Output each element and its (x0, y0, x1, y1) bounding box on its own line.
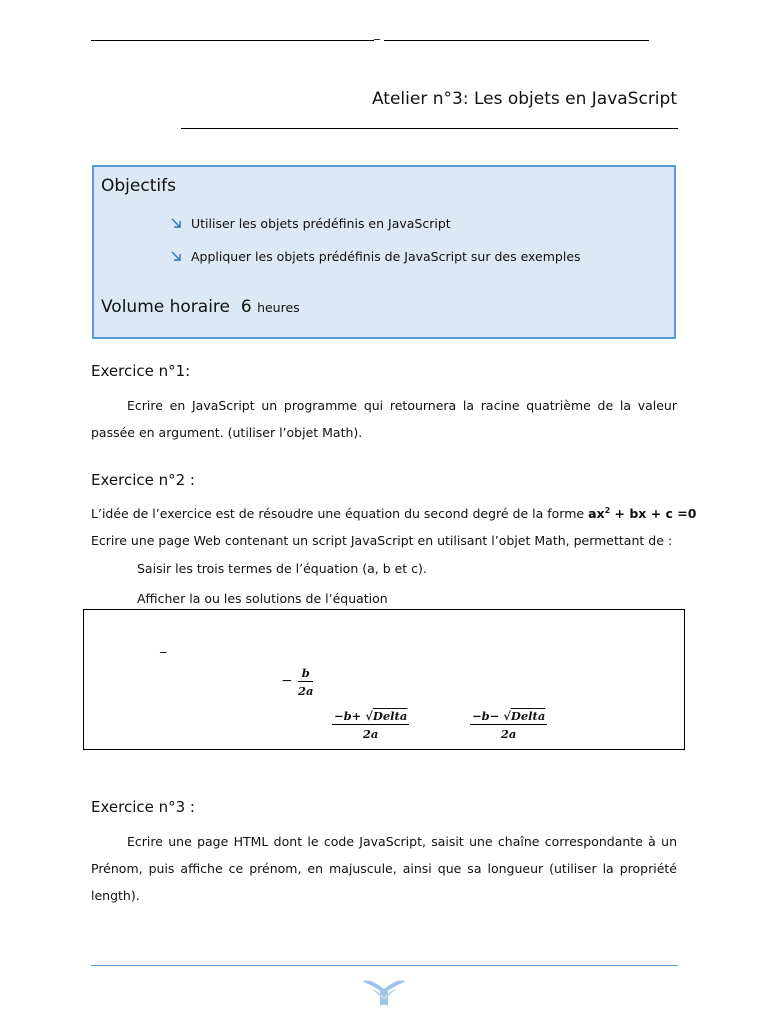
equation-ax: ax (588, 506, 605, 522)
header-rule-right (384, 40, 649, 41)
exercise2-intro-text: L’idée de l’exercice est de résoudre une équation du second degré de la forme (91, 506, 585, 522)
formula-minus: − (281, 673, 293, 689)
fraction-denominator: 2a (362, 727, 379, 741)
objectives-box (92, 165, 676, 339)
fraction-single-root (298, 666, 313, 698)
exercise1-title: Exercice n°1: (91, 362, 191, 380)
arrow-down-right-icon (170, 250, 183, 263)
exercise1-text: Ecrire en JavaScript un programme qui retournera la racine quatrième de la valeur passée en argument. (utiliser l’objet Math). (91, 398, 677, 440)
header-separator: _ (374, 26, 380, 40)
equation-rest: + bx + c =0 (610, 506, 697, 522)
exercise2-intro (91, 506, 696, 521)
objective-item-text: Utiliser les objets prédéfinis en JavaScript (191, 216, 451, 231)
exercise3-text: Ecrire une page HTML dont le code JavaScript, saisit une chaîne correspondante à un Prénom, puis affiche ce prénom, en majuscule, ainsi que sa longueur (utiliser la propriété length). (91, 834, 677, 903)
root2-prefix: −b− (472, 709, 500, 723)
exercise2-line2: Ecrire une page Web contenant un script JavaScript en utilisant l’objet Math, permettant de : (91, 533, 673, 548)
formula-dash: _ (160, 639, 167, 654)
objective-item (170, 216, 451, 231)
title-underline (181, 128, 678, 129)
exercise3-title: Exercice n°3 : (91, 798, 195, 816)
header-rule-left (91, 40, 374, 41)
sqrt-sign: √ (365, 709, 373, 723)
volume-unit: heures (257, 300, 300, 315)
footer-rule (91, 965, 678, 966)
sqrt-sign: √ (503, 709, 511, 723)
equation (588, 506, 696, 521)
equation-exponent: 2 (604, 506, 611, 515)
exercise2-step1: Saisir les trois termes de l’équation (a, b et c). (137, 561, 427, 576)
exercise2-step2: Afficher la ou les solutions de l’équation (137, 591, 388, 606)
formula-box (83, 609, 685, 750)
delta: Delta (510, 709, 546, 723)
objective-item (170, 249, 581, 264)
fraction-numerator (332, 709, 409, 725)
volume-label: Volume horaire (101, 297, 231, 317)
arrow-down-right-icon (170, 217, 183, 230)
fraction-root1 (332, 709, 409, 741)
fraction-denominator: 2a (298, 684, 314, 698)
objectives-heading: Objectifs (101, 176, 176, 196)
fraction-numerator (470, 709, 547, 725)
volume-value: 6 (240, 297, 252, 317)
fraction-numerator: b (298, 666, 313, 682)
page-title: Atelier n°3: Les objets en JavaScript (371, 89, 677, 109)
fraction-root2 (470, 709, 547, 741)
logo-icon (360, 975, 408, 1007)
exercise2-title: Exercice n°2 : (91, 471, 195, 489)
volume-horaire (101, 297, 300, 317)
delta: Delta (372, 709, 408, 723)
objective-item-text: Appliquer les objets prédéfinis de JavaScript sur des exemples (191, 249, 581, 264)
root1-prefix: −b+ (334, 709, 362, 723)
fraction-denominator: 2a (500, 727, 517, 741)
